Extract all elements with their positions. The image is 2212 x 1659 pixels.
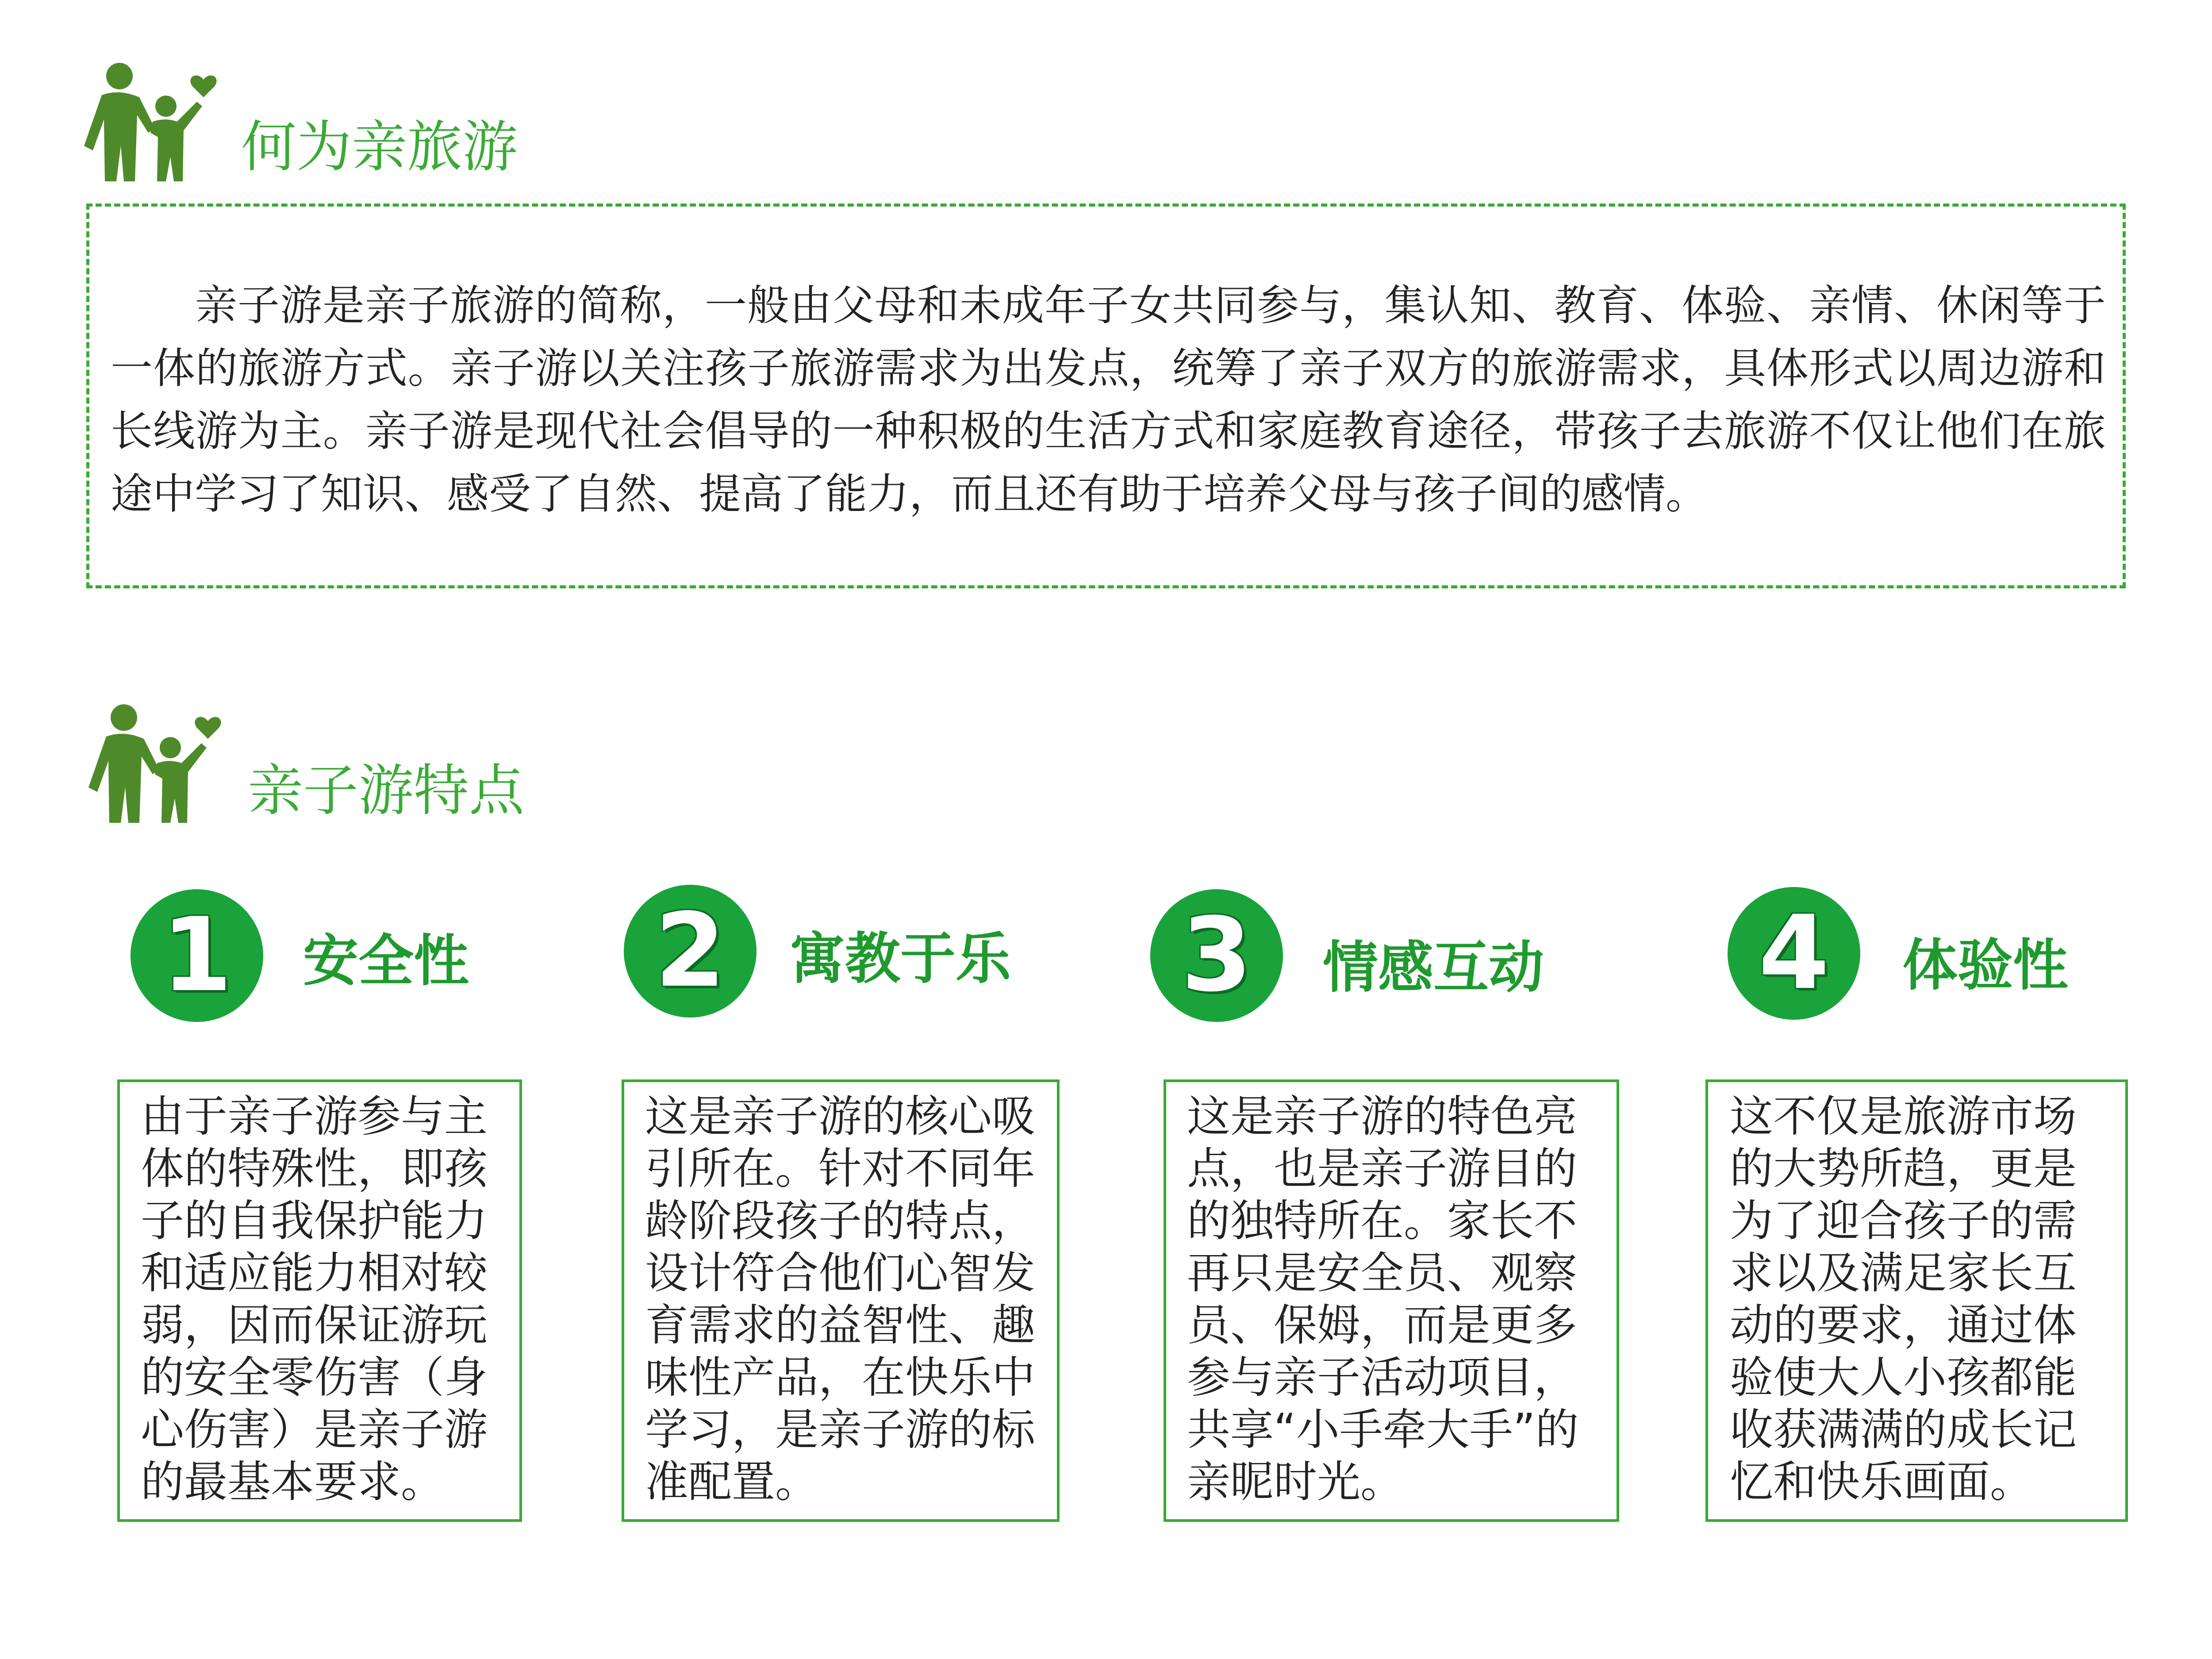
feature-text-4: 这不仅是旅游市场的大势所趋，更是为了迎合孩子的需求以及满足家长互动的要求，通过体验使大人小孩都能收获满满的成长记忆和快乐画面。	[1730, 1091, 2077, 1507]
feature-title-3: 情感互动	[1323, 936, 1544, 1000]
section-title-features: 亲子游特点	[248, 759, 524, 823]
feature-title-4: 体验性	[1902, 933, 2068, 998]
feature-number-1: 1	[161, 896, 233, 1014]
feature-number-2: 2	[654, 892, 726, 1010]
feature-badge-1	[131, 889, 263, 1022]
feature-text-1: 由于亲子游参与主体的特殊性，即孩子的自我保护能力和适应能力相对较弱，因而保证游玩的安全零伤害（身心伤害）是亲子游的最基本要求。	[141, 1091, 488, 1507]
feature-badge-3	[1150, 889, 1283, 1022]
feature-badge-2	[624, 885, 757, 1018]
family-icon	[82, 703, 232, 827]
feature-title-1: 安全性	[303, 929, 469, 993]
feature-title-2: 寓教于乐	[790, 927, 1011, 991]
family-icon	[77, 62, 228, 186]
section-title-what-is: 何为亲旅游	[241, 115, 518, 179]
feature-number-3: 3	[1181, 896, 1252, 1014]
intro-paragraph	[111, 274, 2106, 526]
intro-paragraph-text: 亲子游是亲子旅游的简称，一般由父母和未成年子女共同参与，集认知、教育、体验、亲情、休闲等于一体的旅游方式。亲子游以关注孩子旅游需求为出发点，统筹了亲子双方的旅游需求，具体形式以周边游和长线游为主。亲子游是现代社会倡导的一种积极的生活方式和家庭教育途径，带孩子去旅游不仅让他们在旅途中学习了知识、感受了自然、提高了能力，而且还有助于培养父母与孩子间的感情。	[111, 281, 2106, 518]
feature-badge-4	[1728, 887, 1860, 1020]
feature-text-2: 这是亲子游的核心吸引所在。针对不同年龄阶段孩子的特点，设计符合他们心智发育需求的益智性、趣味性产品，在快乐中学习，是亲子游的标准配置。	[645, 1091, 1036, 1507]
feature-text-3: 这是亲子游的特色亮点，也是亲子游目的的独特所在。家长不再只是安全员、观察员、保姆，而是更多参与亲子活动项目，共享“小手牵大手”的亲昵时光。	[1187, 1091, 1579, 1507]
feature-number-4: 4	[1758, 894, 1830, 1012]
